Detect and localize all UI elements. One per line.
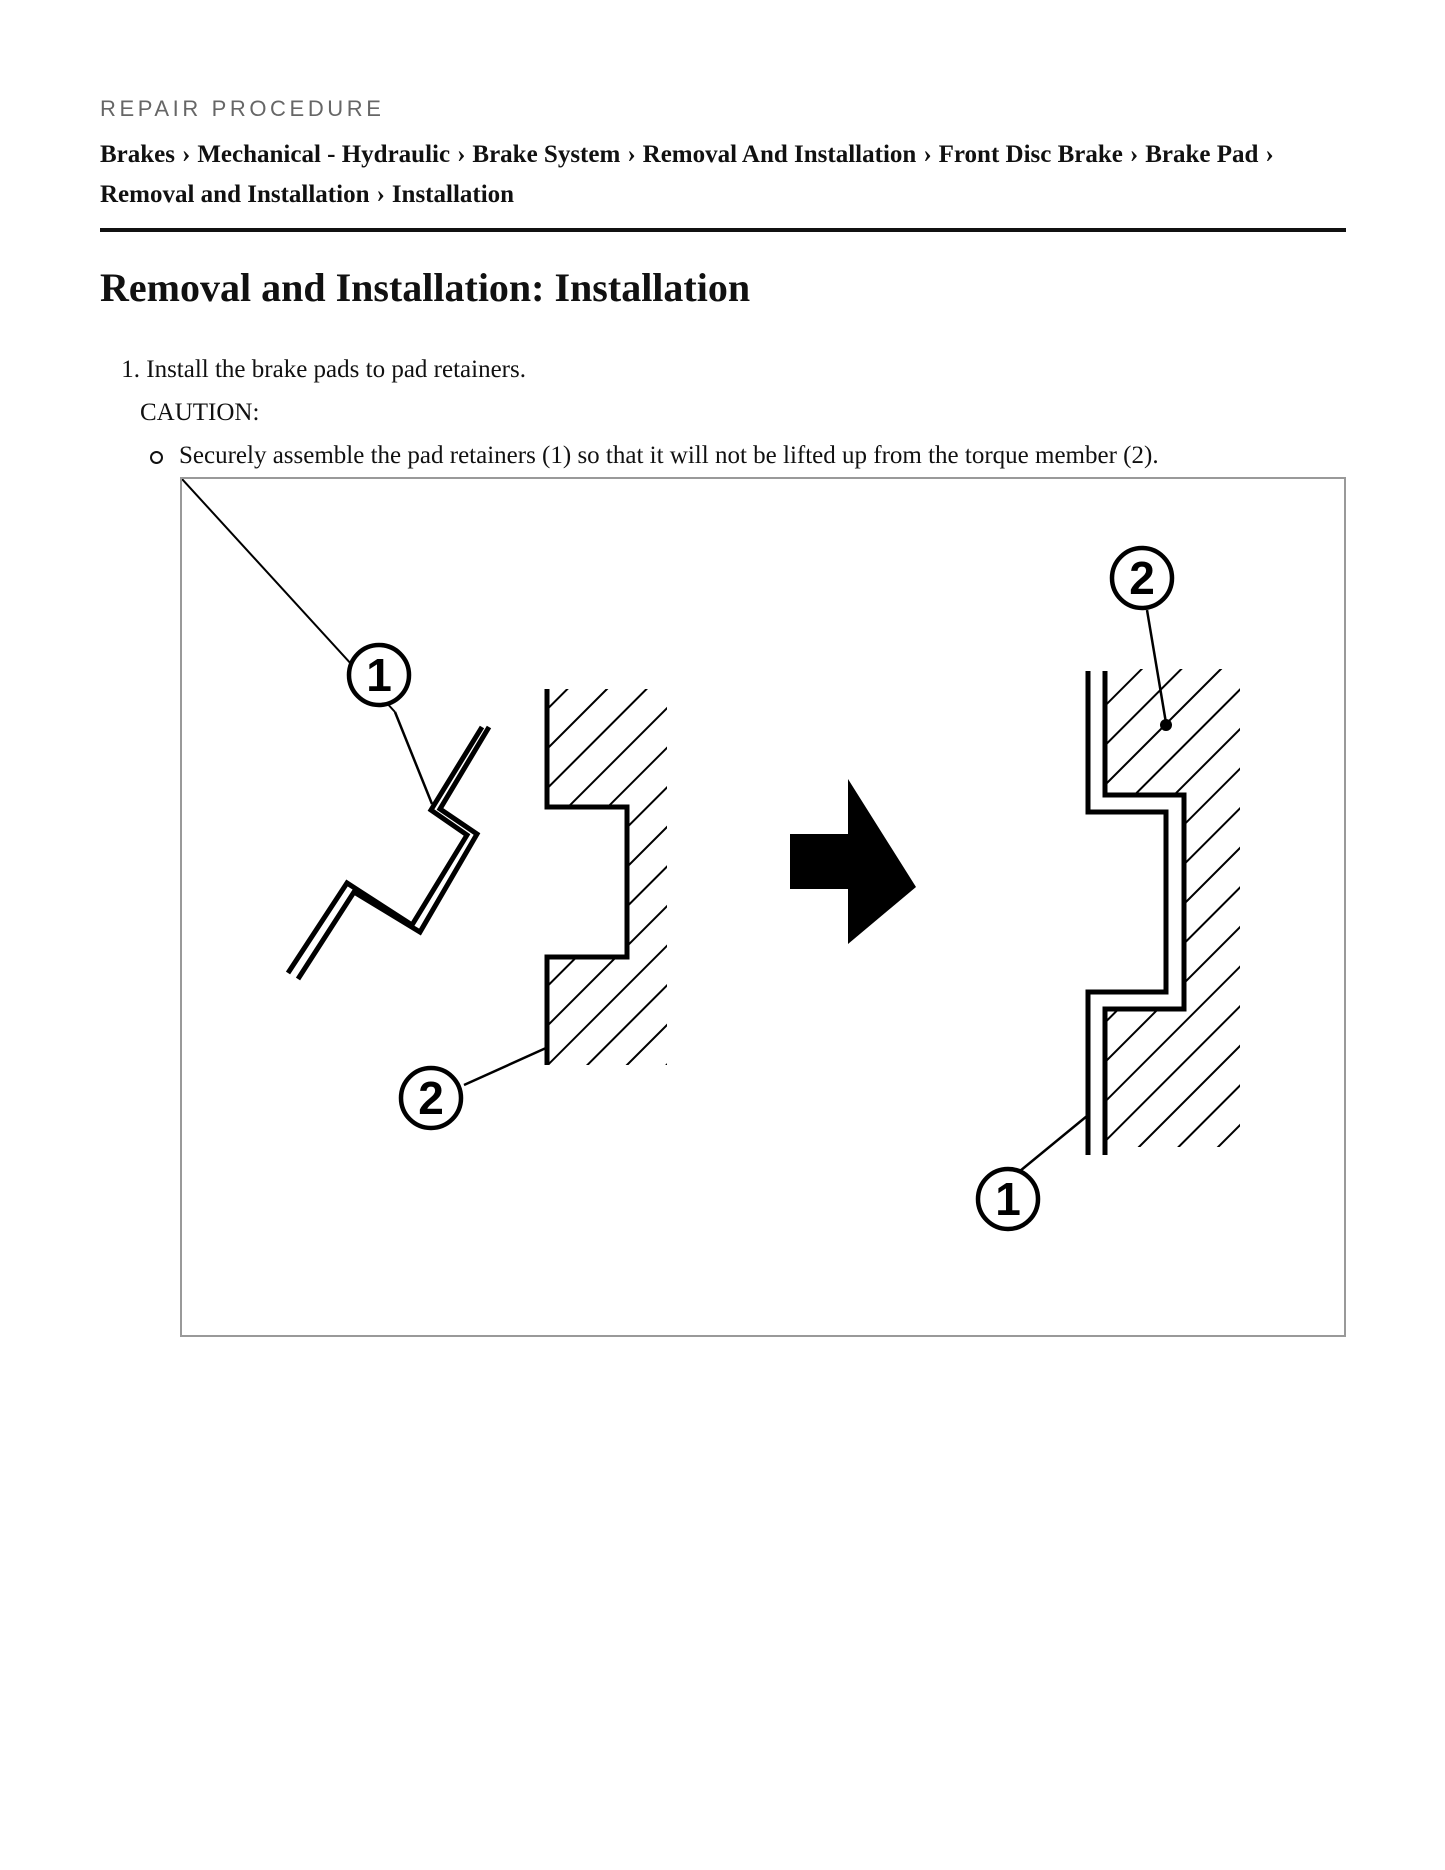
breadcrumb-separator: › xyxy=(376,181,385,208)
retainer-loose-drawing xyxy=(288,727,489,979)
breadcrumb-item[interactable]: Removal And Installation xyxy=(642,141,917,168)
breadcrumb-separator: › xyxy=(1129,141,1139,168)
breadcrumb-item[interactable]: Brake System xyxy=(472,141,621,168)
breadcrumb-item[interactable]: Front Disc Brake xyxy=(938,141,1123,168)
leader-line-2-left xyxy=(464,1048,546,1085)
torque-member-left-drawing xyxy=(547,689,667,1065)
step-text: Install the brake pads to pad retainers. xyxy=(146,356,526,383)
procedure-steps xyxy=(100,352,1346,474)
breadcrumb xyxy=(100,135,1346,215)
breadcrumb-separator: › xyxy=(1265,141,1274,168)
bullet-circle-icon xyxy=(150,451,163,464)
torque-member-right-drawing xyxy=(1105,669,1240,1147)
breadcrumb-item[interactable]: Removal and Installation xyxy=(100,181,370,208)
header-divider xyxy=(100,228,1346,232)
breadcrumb-item[interactable]: Brake Pad xyxy=(1145,141,1259,168)
callout-1-left: 1 xyxy=(366,649,392,701)
breadcrumb-item[interactable]: Brakes xyxy=(100,141,175,168)
procedure-step xyxy=(100,352,1346,474)
callout-2-left: 2 xyxy=(418,1072,444,1124)
step-text-line xyxy=(100,352,1346,388)
breadcrumb-item[interactable]: Mechanical - Hydraulic xyxy=(197,141,451,168)
step-number: 1. xyxy=(121,356,140,383)
breadcrumb-separator: › xyxy=(457,141,466,168)
callout-1-right: 1 xyxy=(995,1173,1021,1225)
caution-bullet xyxy=(140,438,1346,474)
installation-figure xyxy=(180,477,1346,1337)
caution-label: CAUTION: xyxy=(140,399,260,426)
section-kicker: REPAIR PROCEDURE xyxy=(100,96,385,121)
callout-2-right: 2 xyxy=(1129,552,1155,604)
leader-line-1-right xyxy=(1020,1116,1087,1171)
breadcrumb-separator: › xyxy=(923,141,932,168)
leader-dot xyxy=(1160,719,1172,731)
caution-bullet-text: Securely assemble the pad retainers (1) so that it will not be lifted up from the torque member (2). xyxy=(179,442,1159,469)
breadcrumb-separator: › xyxy=(627,141,636,168)
brake-pad-retainer-diagram xyxy=(182,479,1344,1335)
leader-line-1-left xyxy=(395,712,432,804)
breadcrumb-item-current: Installation xyxy=(391,181,515,208)
page-title: Removal and Installation: Installation xyxy=(100,265,751,310)
arrow-right-icon xyxy=(790,779,916,944)
breadcrumb-separator: › xyxy=(182,141,191,168)
